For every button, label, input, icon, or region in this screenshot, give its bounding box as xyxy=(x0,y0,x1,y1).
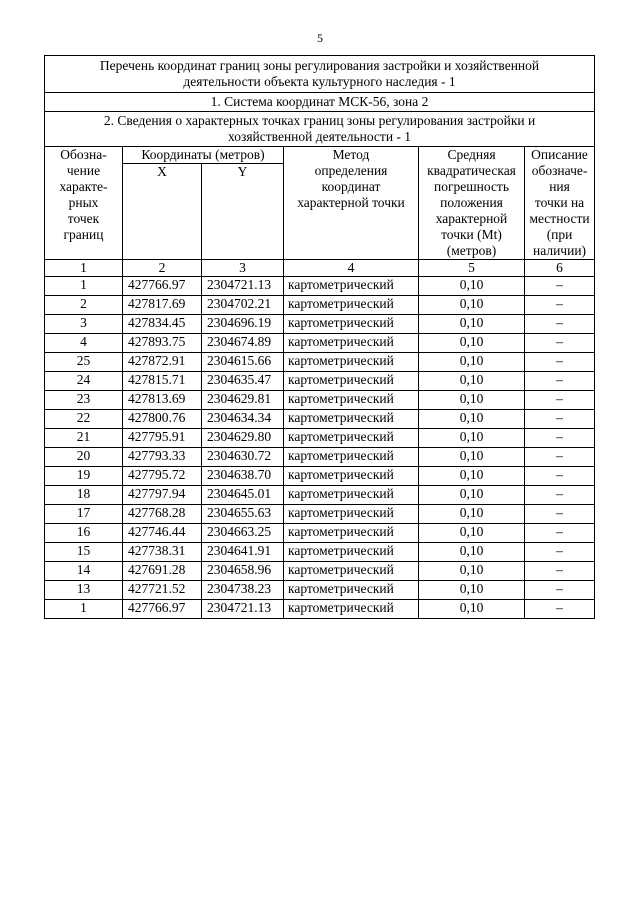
header-coords: Координаты (метров) xyxy=(123,147,284,164)
error-cell: 0,10 xyxy=(419,334,525,353)
description-cell: – xyxy=(525,334,595,353)
coord-y: 2304696.19 xyxy=(202,315,284,334)
table-row xyxy=(45,543,595,562)
error-cell: 0,10 xyxy=(419,410,525,429)
method-cell: картометрический xyxy=(284,562,419,581)
coord-x: 427766.97 xyxy=(123,277,202,296)
point-number: 15 xyxy=(45,543,123,562)
section-info: 2. Сведения о характерных точках границ зоны регулирования застройки и хозяйственной деятельности - 1 xyxy=(45,112,595,147)
table-title: Перечень координат границ зоны регулирования застройки и хозяйственной деятельности объекта культурного наследия - 1 xyxy=(45,56,595,93)
table-row xyxy=(45,505,595,524)
coord-y: 2304702.21 xyxy=(202,296,284,315)
table-row xyxy=(45,277,595,296)
coordinates-table xyxy=(44,55,595,619)
header-method: Метод определения координат характерной точки xyxy=(284,147,419,260)
error-cell: 0,10 xyxy=(419,524,525,543)
description-cell: – xyxy=(525,562,595,581)
coord-x: 427872.91 xyxy=(123,353,202,372)
error-cell: 0,10 xyxy=(419,315,525,334)
error-cell: 0,10 xyxy=(419,543,525,562)
point-number: 23 xyxy=(45,391,123,410)
page-number: 5 xyxy=(317,31,323,45)
coord-x: 427795.91 xyxy=(123,429,202,448)
column-index: 4 xyxy=(284,260,419,277)
coordinate-system: 1. Система координат МСК-56, зона 2 xyxy=(45,93,595,112)
description-cell: – xyxy=(525,448,595,467)
coord-x: 427691.28 xyxy=(123,562,202,581)
column-index: 1 xyxy=(45,260,123,277)
description-cell: – xyxy=(525,524,595,543)
error-cell: 0,10 xyxy=(419,486,525,505)
description-cell: – xyxy=(525,429,595,448)
error-cell: 0,10 xyxy=(419,391,525,410)
point-number: 14 xyxy=(45,562,123,581)
coord-x: 427834.45 xyxy=(123,315,202,334)
description-cell: – xyxy=(525,391,595,410)
coord-x: 427793.33 xyxy=(123,448,202,467)
coord-y: 2304738.23 xyxy=(202,581,284,600)
coord-x: 427768.28 xyxy=(123,505,202,524)
point-number: 24 xyxy=(45,372,123,391)
system-row xyxy=(45,93,595,112)
method-cell: картометрический xyxy=(284,581,419,600)
coord-y: 2304655.63 xyxy=(202,505,284,524)
method-cell: картометрический xyxy=(284,467,419,486)
info-row xyxy=(45,112,595,147)
point-number: 4 xyxy=(45,334,123,353)
coord-x: 427721.52 xyxy=(123,581,202,600)
point-number: 2 xyxy=(45,296,123,315)
point-number: 21 xyxy=(45,429,123,448)
column-index: 2 xyxy=(123,260,202,277)
point-number: 16 xyxy=(45,524,123,543)
coord-x: 427738.31 xyxy=(123,543,202,562)
table-row xyxy=(45,467,595,486)
table-row xyxy=(45,524,595,543)
coord-x: 427815.71 xyxy=(123,372,202,391)
error-cell: 0,10 xyxy=(419,448,525,467)
point-number: 3 xyxy=(45,315,123,334)
method-cell: картометрический xyxy=(284,334,419,353)
point-number: 18 xyxy=(45,486,123,505)
point-number: 25 xyxy=(45,353,123,372)
table-row xyxy=(45,334,595,353)
coord-y: 2304674.89 xyxy=(202,334,284,353)
header-y: Y xyxy=(202,164,284,260)
table-row xyxy=(45,600,595,619)
table-body xyxy=(45,56,595,619)
table-row xyxy=(45,296,595,315)
point-number: 22 xyxy=(45,410,123,429)
point-number: 1 xyxy=(45,277,123,296)
point-number: 19 xyxy=(45,467,123,486)
table-row xyxy=(45,391,595,410)
method-cell: картометрический xyxy=(284,448,419,467)
header-description: Описание обозначе- ния точки на местности (при наличии) xyxy=(525,147,595,260)
coord-y: 2304638.70 xyxy=(202,467,284,486)
description-cell: – xyxy=(525,315,595,334)
coord-y: 2304629.80 xyxy=(202,429,284,448)
coord-x: 427817.69 xyxy=(123,296,202,315)
description-cell: – xyxy=(525,353,595,372)
coord-y: 2304663.25 xyxy=(202,524,284,543)
coord-y: 2304641.91 xyxy=(202,543,284,562)
error-cell: 0,10 xyxy=(419,429,525,448)
error-cell: 0,10 xyxy=(419,581,525,600)
table-row xyxy=(45,372,595,391)
description-cell: – xyxy=(525,467,595,486)
coord-x: 427893.75 xyxy=(123,334,202,353)
description-cell: – xyxy=(525,372,595,391)
coord-y: 2304658.96 xyxy=(202,562,284,581)
method-cell: картометрический xyxy=(284,277,419,296)
coord-y: 2304630.72 xyxy=(202,448,284,467)
column-index-row xyxy=(45,260,595,277)
error-cell: 0,10 xyxy=(419,277,525,296)
method-cell: картометрический xyxy=(284,524,419,543)
error-cell: 0,10 xyxy=(419,600,525,619)
coord-x: 427800.76 xyxy=(123,410,202,429)
description-cell: – xyxy=(525,600,595,619)
column-index: 3 xyxy=(202,260,284,277)
coord-y: 2304721.13 xyxy=(202,277,284,296)
point-number: 20 xyxy=(45,448,123,467)
method-cell: картометрический xyxy=(284,296,419,315)
description-cell: – xyxy=(525,296,595,315)
error-cell: 0,10 xyxy=(419,505,525,524)
coord-y: 2304635.47 xyxy=(202,372,284,391)
coord-x: 427746.44 xyxy=(123,524,202,543)
header-x: X xyxy=(123,164,202,260)
method-cell: картометрический xyxy=(284,505,419,524)
description-cell: – xyxy=(525,410,595,429)
header-error: Средняя квадратическая погрешность положения характерной точки (Mt) (метров) xyxy=(419,147,525,260)
column-header-row xyxy=(45,147,595,164)
point-number: 17 xyxy=(45,505,123,524)
column-index: 5 xyxy=(419,260,525,277)
point-number: 1 xyxy=(45,600,123,619)
coord-y: 2304721.13 xyxy=(202,600,284,619)
error-cell: 0,10 xyxy=(419,353,525,372)
coord-y: 2304634.34 xyxy=(202,410,284,429)
method-cell: картометрический xyxy=(284,372,419,391)
coord-y: 2304629.81 xyxy=(202,391,284,410)
error-cell: 0,10 xyxy=(419,467,525,486)
method-cell: картометрический xyxy=(284,410,419,429)
table-row xyxy=(45,562,595,581)
coord-x: 427813.69 xyxy=(123,391,202,410)
method-cell: картометрический xyxy=(284,486,419,505)
table-row xyxy=(45,581,595,600)
table-row xyxy=(45,448,595,467)
table-row xyxy=(45,315,595,334)
method-cell: картометрический xyxy=(284,543,419,562)
table-row xyxy=(45,486,595,505)
description-cell: – xyxy=(525,486,595,505)
coord-x: 427795.72 xyxy=(123,467,202,486)
table-row xyxy=(45,429,595,448)
description-cell: – xyxy=(525,543,595,562)
error-cell: 0,10 xyxy=(419,562,525,581)
column-index: 6 xyxy=(525,260,595,277)
method-cell: картометрический xyxy=(284,391,419,410)
error-cell: 0,10 xyxy=(419,372,525,391)
table-row xyxy=(45,410,595,429)
coord-x: 427766.97 xyxy=(123,600,202,619)
description-cell: – xyxy=(525,581,595,600)
coord-y: 2304615.66 xyxy=(202,353,284,372)
method-cell: картометрический xyxy=(284,353,419,372)
error-cell: 0,10 xyxy=(419,296,525,315)
header-designation: Обозна- чение характе- рных точек границ xyxy=(45,147,123,260)
method-cell: картометрический xyxy=(284,429,419,448)
method-cell: картометрический xyxy=(284,315,419,334)
point-number: 13 xyxy=(45,581,123,600)
description-cell: – xyxy=(525,505,595,524)
coord-x: 427797.94 xyxy=(123,486,202,505)
table-row xyxy=(45,353,595,372)
method-cell: картометрический xyxy=(284,600,419,619)
title-row xyxy=(45,56,595,93)
description-cell: – xyxy=(525,277,595,296)
coord-y: 2304645.01 xyxy=(202,486,284,505)
